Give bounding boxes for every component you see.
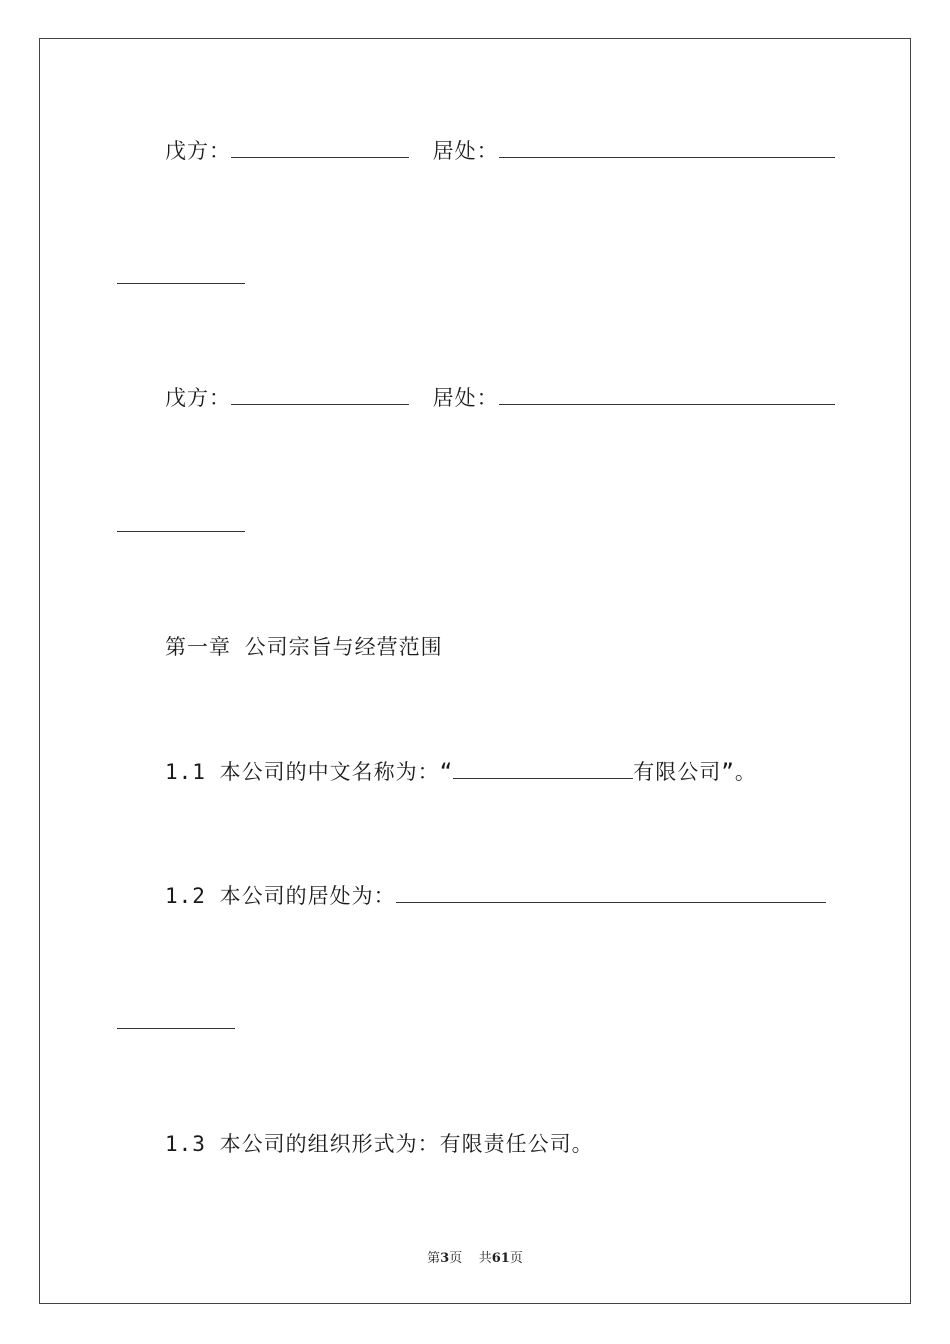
footer-page-number: 3 [440, 1251, 450, 1266]
clause-text-suffix: 有限公司”。 [633, 760, 757, 784]
party-name-blank[interactable] [231, 388, 409, 405]
clause-text: 本公司的组织形式为：有限责任公司。 [219, 1132, 594, 1156]
clause-text: 本公司的居处为： [219, 884, 396, 908]
page-footer [0, 1247, 950, 1266]
page-frame [39, 38, 911, 1304]
footer-page-prefix: 第 [427, 1251, 441, 1266]
footer-page-suffix: 页 [449, 1251, 463, 1266]
footer-total-pages: 61 [491, 1251, 510, 1266]
address-label: 居处： [432, 386, 499, 410]
address-blank[interactable] [499, 388, 835, 405]
party-line-2 [165, 385, 835, 411]
party-label: 戊方： [165, 139, 231, 163]
company-address-blank[interactable] [396, 886, 826, 903]
footer-total-suffix: 页 [509, 1251, 523, 1266]
company-address-continuation-blank[interactable] [117, 1028, 235, 1029]
clause-1-3 [165, 1131, 594, 1157]
clause-1-1 [165, 759, 757, 785]
party-line-1 [165, 138, 835, 164]
clause-number: 1.2 [165, 884, 206, 908]
clause-number: 1.3 [165, 1132, 206, 1156]
address-label: 居处： [432, 139, 499, 163]
address-continuation-blank[interactable] [117, 531, 245, 532]
chapter-title: 第一章 公司宗旨与经营范围 [165, 635, 443, 659]
clause-1-2 [165, 883, 826, 909]
company-name-blank[interactable] [453, 762, 633, 779]
address-blank[interactable] [499, 141, 835, 158]
footer-total-prefix: 共 [478, 1251, 492, 1266]
party-name-blank[interactable] [231, 141, 409, 158]
clause-text-prefix: 本公司的中文名称为：“ [219, 760, 454, 784]
address-continuation-blank[interactable] [117, 283, 245, 284]
party-label: 戊方： [165, 386, 231, 410]
clause-number: 1.1 [165, 760, 206, 784]
